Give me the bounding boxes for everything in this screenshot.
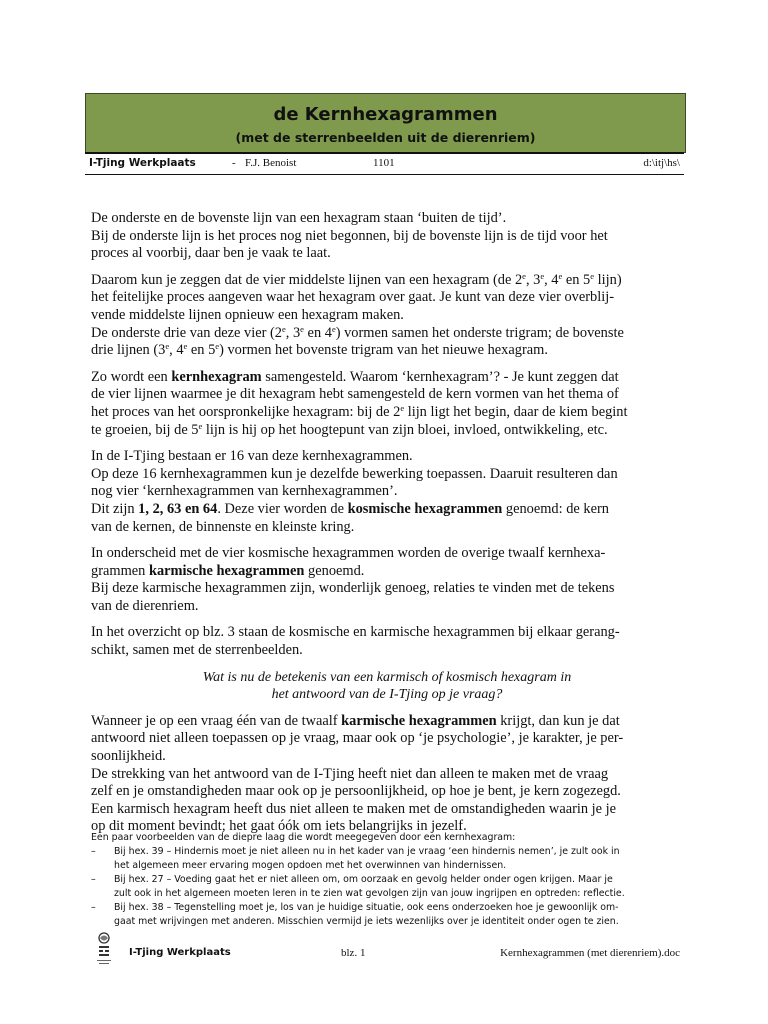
- page-number: blz. 1: [341, 947, 366, 959]
- text-line: [91, 369, 683, 387]
- examples-intro: Een paar voorbeelden van de diepre laag die wordt meegegeven door een kernhexagram:: [91, 832, 516, 843]
- paragraph-3: [91, 369, 683, 439]
- text-line: Wat is nu de betekenis van een karmisch of kosmisch hexagram in: [202, 669, 572, 685]
- paragraph-5: [91, 545, 683, 615]
- text-line: zult ook in het algemeen moeten leren in te zien wat gevolgen zijn van jouw ingrijpen en optreden: reflectie.: [114, 888, 625, 899]
- meta-separator: -: [232, 157, 236, 169]
- text-line: Bij de onderste lijn is het proces nog niet begonnen, bij de bovenste lijn is de tijd voor het: [91, 227, 608, 244]
- meta-code: 1101: [373, 157, 395, 169]
- text-line: vende middelste lijnen opnieuw een hexagram maken.: [91, 306, 404, 323]
- examples-list: [91, 831, 683, 929]
- text-line: op dit moment bevindt; het gaat óók om iets belangrijks in jezelf.: [91, 818, 467, 835]
- text-line: zelf en je omstandigheden maar ook op je persoonlijkheid, op hoe je bent, je kern zogezegd.: [91, 783, 621, 800]
- paragraph-7: [91, 713, 683, 836]
- text-run: ) vormen samen het onderste trigram; de bovenste: [335, 324, 624, 341]
- text-line: van de dierenriem.: [91, 597, 199, 614]
- text-line: gaat met wrijvingen met anderen. Misschien vermijd je iets wezenlijks over je identiteit onder ogen te zien.: [114, 916, 619, 927]
- text-line: Een karmisch hexagram heeft dus niet alleen te maken met de omstandigheden waarin je je: [91, 800, 617, 817]
- text-run: Dit zijn: [91, 500, 139, 517]
- text-run: , 4: [544, 271, 559, 288]
- text-line: In de I-Tjing bestaan er 16 van deze kernhexagrammen.: [91, 448, 413, 465]
- text-line: schikt, samen met de sterrenbeelden.: [91, 642, 303, 659]
- document-footer: [85, 930, 684, 972]
- text-run: samengesteld. Waarom ‘kernhexagram’? - Je kunt zeggen dat: [261, 368, 619, 385]
- text-line: antwoord niet alleen toepassen op je vraag, maar ook op ‘je psychologie’, je karakter, je per-: [91, 730, 624, 747]
- footer-filename: Kernhexagrammen (met dierenriem).doc: [500, 947, 680, 959]
- text-run: het proces van het oorspronkelijke hexagram: bij de 2: [91, 403, 401, 420]
- text-line: De strekking van het antwoord van de I-Tjing heeft niet dan alleen te maken met de vraag: [91, 765, 609, 782]
- text-line: nog vier ‘kernhexagrammen van kernhexagrammen’.: [91, 483, 398, 500]
- section-question: [91, 669, 683, 704]
- text-line: [91, 563, 683, 581]
- text-run: genoemd.: [304, 562, 365, 579]
- bold-term: karmische hexagrammen: [341, 712, 497, 729]
- text-run: lijn is hij op het hoogtepunt van zijn bloei, invloed, ontwikkeling, etc.: [202, 421, 608, 438]
- superscript: e: [400, 402, 405, 413]
- meta-author: F.J. Benoist: [245, 157, 297, 169]
- document-subtitle: (met de sterrenbeelden uit de dierenriem): [235, 130, 536, 145]
- superscript: e: [540, 270, 545, 281]
- text-run: , 3: [525, 271, 541, 288]
- list-item: [91, 901, 683, 929]
- text-run: . Deze vier worden de: [217, 500, 348, 517]
- superscript: e: [331, 323, 336, 334]
- text-line: [91, 501, 683, 519]
- text-line: Bij hex. 39 – Hindernis moet je niet alleen nu in het kader van je vraag ‘een hindernis nemen’, je zult ook in: [114, 846, 620, 857]
- bold-term: kosmische hexagrammen: [347, 500, 503, 517]
- text-line: De onderste en de bovenste lijn van een hexagram staan ‘buiten de tijd’.: [91, 210, 507, 226]
- list-item: [91, 845, 683, 873]
- bold-term: 1, 2, 63 en 64: [138, 500, 218, 517]
- text-run: en 5: [562, 271, 591, 288]
- paragraph-2: [91, 272, 683, 360]
- meta-row: [85, 152, 684, 175]
- superscript: e: [165, 341, 170, 352]
- document-body: [91, 210, 683, 845]
- text-line: [91, 272, 683, 290]
- text-run: te groeien, bij de 5: [91, 421, 199, 438]
- text-line: [91, 422, 683, 440]
- text-run: krijgt, dan kun je dat: [496, 712, 620, 729]
- list-item: [91, 873, 683, 901]
- bullet-dash: –: [91, 846, 96, 857]
- text-run: ) vormen het bovenste trigram van het nieuwe hexagram.: [219, 342, 548, 359]
- bold-term: karmische hexagrammen: [148, 562, 305, 579]
- text-run: , 4: [169, 342, 184, 359]
- text-run: lijn): [594, 271, 622, 288]
- footer-brand: I-Tjing Werkplaats: [129, 947, 231, 958]
- text-line: het algemeen meer ervaring mogen opdoen met het overwinnen van hindernissen.: [114, 860, 507, 871]
- superscript: e: [282, 323, 286, 334]
- superscript: e: [198, 420, 203, 431]
- bullet-dash: –: [91, 902, 96, 913]
- text-line: Op deze 16 kernhexagrammen kun je dezelfde bewerking toepassen. Daaruit resulteren dan: [91, 465, 618, 482]
- paragraph-4: [91, 448, 683, 536]
- text-line: In het overzicht op blz. 3 staan de kosmische en karmische hexagrammen bij elkaar gerang-: [91, 624, 620, 641]
- meta-path: d:\itj\hs\: [643, 157, 680, 169]
- text-line: [91, 404, 683, 422]
- text-line: soonlijkheid.: [91, 748, 166, 765]
- text-line: [91, 342, 683, 360]
- paragraph-6: [91, 624, 683, 659]
- bullet-dash: –: [91, 874, 96, 885]
- superscript: e: [558, 270, 563, 281]
- text-run: en 4: [303, 324, 332, 341]
- text-run: , 3: [285, 324, 301, 341]
- text-line: van de kernen, de binnenste en kleinste kring.: [91, 518, 355, 535]
- text-line: het feitelijke proces aangeven waar het hexagram over gaat. Je kunt van deze vier overblij-: [91, 289, 615, 306]
- text-line: Bij deze karmische hexagrammen zijn, wonderlijk genoeg, relaties te vinden met de tekens: [91, 580, 615, 597]
- text-line: de vier lijnen waarmee je dit hexagram hebt samengesteld de kern vormen van het thema of: [91, 386, 619, 403]
- superscript: e: [300, 323, 304, 334]
- text-run: lijn ligt het begin, daar de kiem begint: [404, 403, 628, 420]
- text-line: In onderscheid met de vier kosmische hexagrammen worden de overige twaalf kernhexa-: [91, 545, 606, 562]
- paragraph-1: [91, 210, 683, 263]
- document-header: [85, 93, 686, 153]
- superscript: e: [590, 270, 595, 281]
- text-run: Zo wordt een: [91, 368, 172, 385]
- text-line: proces al voorbij, daar ben je vaak te laat.: [91, 245, 331, 262]
- text-run: Daarom kun je zeggen dat de vier middelste lijnen van een hexagram (de 2: [91, 271, 523, 288]
- text-line: Bij hex. 38 – Tegenstelling moet je, los van je huidige situatie, ook eens onderzoeken hoe je gewoonlijk om-: [114, 902, 619, 913]
- superscript: e: [183, 341, 188, 352]
- text-line: het antwoord van de I-Tjing op je vraag?: [271, 687, 503, 703]
- superscript: e: [522, 270, 526, 281]
- text-run: drie lijnen (3: [91, 342, 166, 359]
- bold-term: kernhexagram: [171, 368, 262, 385]
- text-run: Wanneer je op een vraag één van de twaalf: [91, 712, 342, 729]
- text-line: [91, 713, 683, 731]
- superscript: e: [215, 341, 220, 352]
- text-run: De onderste drie van deze vier (2: [91, 324, 282, 341]
- text-run: grammen: [91, 562, 149, 579]
- text-line: Bij hex. 27 – Voeding gaat het er niet alleen om, om oorzaak en gevolg helder onder ogen krijgen. Maar je: [114, 874, 613, 885]
- document-title: de Kernhexagrammen: [273, 104, 498, 125]
- logo-icon: [94, 930, 114, 970]
- meta-brand: I-Tjing Werkplaats: [89, 157, 196, 169]
- text-line: [91, 325, 683, 343]
- text-run: genoemd: de kern: [502, 500, 609, 517]
- text-run: en 5: [187, 342, 216, 359]
